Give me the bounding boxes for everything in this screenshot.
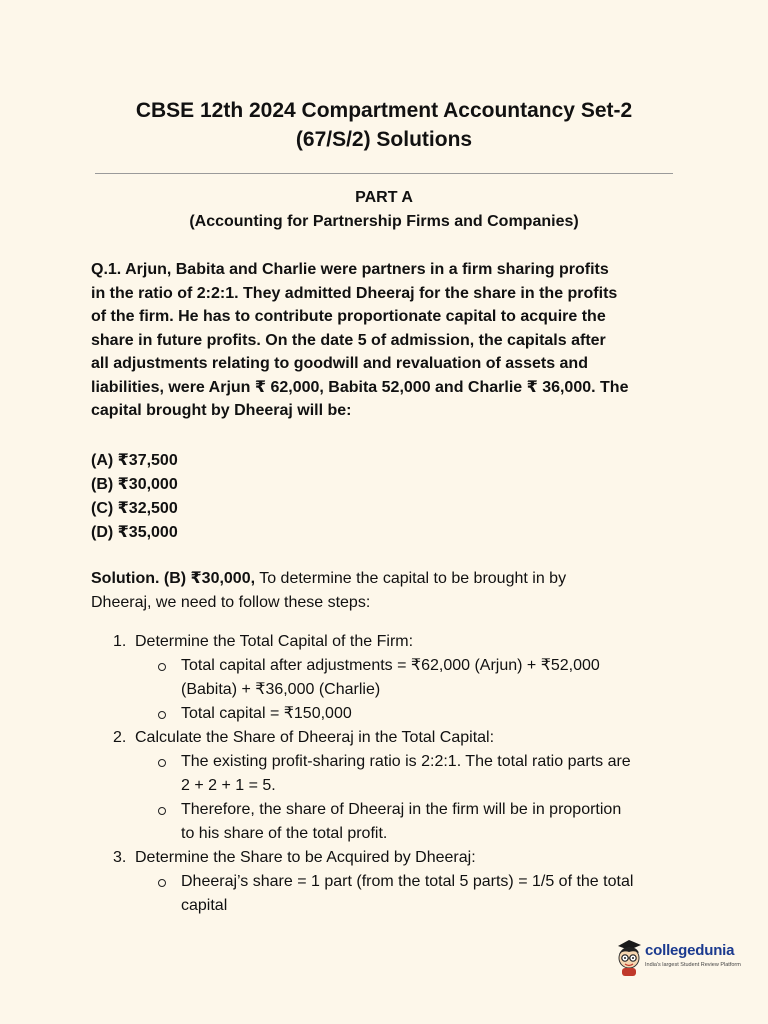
sub-item-line: capital (181, 897, 228, 914)
step-title: Calculate the Share of Dheeraj in the Total Capital: (135, 729, 495, 746)
option-b: (B) ₹30,000 (91, 476, 178, 493)
mascot-icon (614, 938, 644, 978)
question-line: share in future profits. On the date 5 of admission, the capitals after (91, 331, 606, 349)
step-number: 1. (113, 633, 127, 650)
circle-bullet-icon (158, 711, 166, 719)
option-d: (D) ₹35,000 (91, 524, 178, 541)
sub-item (91, 750, 691, 798)
question-line: in the ratio of 2:2:1. They admitted Dheeraj for the share in the profits (91, 284, 618, 302)
page-title (60, 96, 708, 154)
step-number: 3. (113, 849, 127, 866)
part-label: PART A (355, 189, 413, 206)
sub-item (91, 702, 691, 726)
part-heading (60, 186, 708, 234)
circle-bullet-icon (158, 879, 166, 887)
step-item (91, 630, 691, 654)
option-c: (C) ₹32,500 (91, 500, 178, 517)
solution-text: To determine the capital to be brought in by (255, 570, 567, 587)
title-divider (95, 173, 673, 174)
step-number: 2. (113, 729, 127, 746)
question-line: Q.1. Arjun, Babita and Charlie were partners in a firm sharing profits (91, 261, 609, 278)
step-title: Determine the Total Capital of the Firm: (135, 633, 414, 650)
step-item (91, 846, 691, 870)
collegedunia-logo (614, 938, 744, 978)
sub-item (91, 654, 691, 702)
title-line-1: CBSE 12th 2024 Compartment Accountancy Set-2 (135, 99, 633, 122)
solution-intro (91, 567, 691, 615)
answer-options (91, 449, 178, 545)
circle-bullet-icon (158, 759, 166, 767)
title-line-2: (67/S/2) Solutions (295, 128, 473, 151)
solution-label: Solution. (B) ₹30,000, (91, 570, 256, 587)
logo-wordmark: collegedunia (645, 942, 735, 959)
sub-item-line: to his share of the total profit. (181, 825, 388, 842)
logo-tagline: India's largest Student Review Platform (645, 962, 741, 968)
solution-text-line-2: Dheeraj, we need to follow these steps: (91, 594, 371, 611)
sub-item-line: Total capital = ₹150,000 (181, 705, 352, 722)
question-line: of the firm. He has to contribute proportionate capital to acquire the (91, 308, 606, 325)
question-line: all adjustments relating to goodwill and revaluation of assets and (91, 355, 588, 372)
question-line: capital brought by Dheeraj will be: (91, 402, 352, 419)
sub-item-line: The existing profit-sharing ratio is 2:2:1. The total ratio parts are (181, 753, 631, 770)
sub-item-line: Therefore, the share of Dheeraj in the firm will be in proportion (181, 801, 622, 818)
sub-item (91, 798, 691, 846)
sub-item-line: 2 + 2 + 1 = 5. (181, 777, 276, 794)
step-item (91, 726, 691, 750)
part-subtitle: (Accounting for Partnership Firms and Companies) (189, 213, 579, 230)
step-title: Determine the Share to be Acquired by Dheeraj: (135, 849, 476, 866)
solution-steps (91, 630, 691, 918)
sub-item-line: (Babita) + ₹36,000 (Charlie) (181, 681, 381, 698)
sub-item-line: Dheeraj’s share = 1 part (from the total 5 parts) = 1/5 of the total (181, 873, 634, 890)
sub-item-line: Total capital after adjustments = ₹62,000 (Arjun) + ₹52,000 (181, 657, 600, 674)
question-line: liabilities, were Arjun ₹ 62,000, Babita 52,000 and Charlie ₹ 36,000. The (91, 378, 629, 396)
circle-bullet-icon (158, 663, 166, 671)
sub-item (91, 870, 691, 918)
question-text (91, 258, 691, 423)
circle-bullet-icon (158, 807, 166, 815)
option-a: (A) ₹37,500 (91, 452, 178, 469)
